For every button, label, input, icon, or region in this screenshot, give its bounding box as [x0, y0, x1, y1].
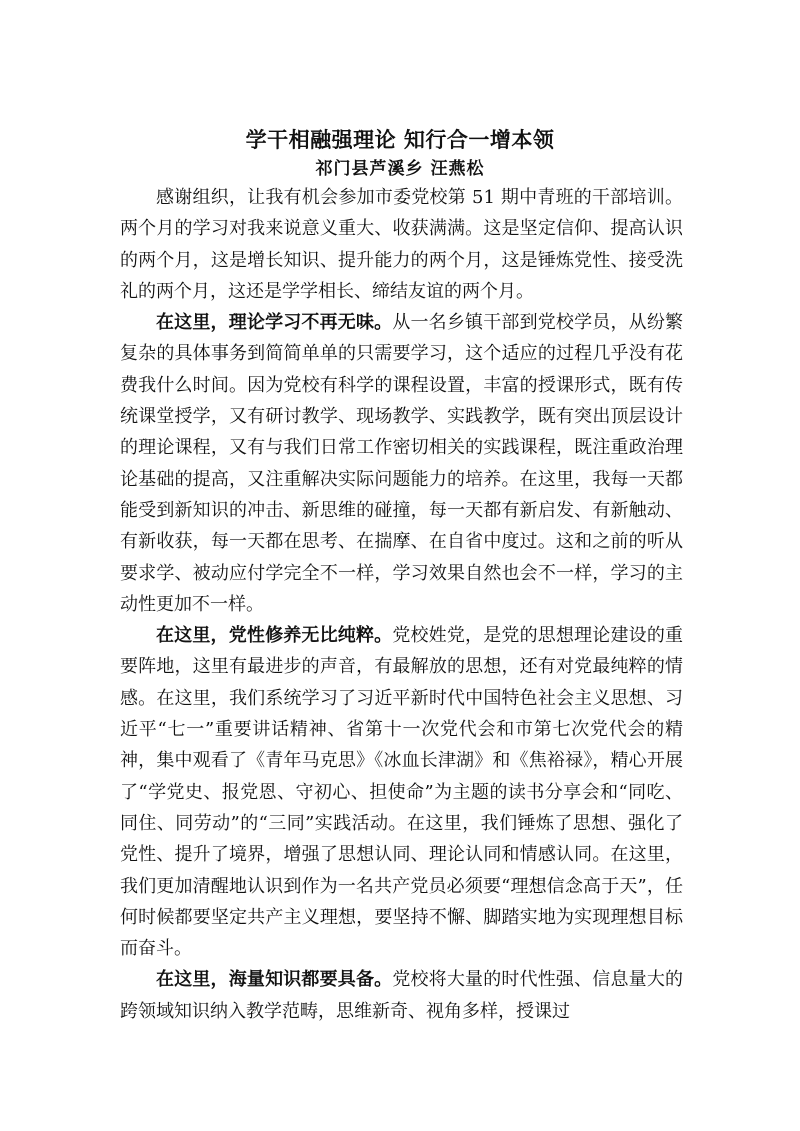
paragraph-knowledge [120, 964, 683, 1027]
paragraph-party-spirit [120, 620, 683, 964]
paragraph-intro [120, 182, 683, 307]
paragraph-lead: 在这里，理论学习不再无味。 [156, 312, 393, 334]
document-author: 祁门县芦溪乡 汪燕松 [315, 159, 485, 179]
paragraph-lead: 在这里，党性修养无比纯粹。 [156, 625, 393, 647]
paragraph-text: 党校姓党，是党的思想理论建设的重要阵地，这里有最进步的声音，有最解放的思想，还有对党最纯粹的情感。在这里，我们系统学习了习近平新时代中国特色社会主义思想、习近平“七一”重要讲话精神、省第十一次党代会和市第七次党代会的精神，集中观看了《青年马克思》《冰血长津湖》和《焦裕禄》，精心开展了“学党史、报党恩、守初心、担使命”为主题的读书分享会和“同吃、同住、同劳动”的“三同”实践活动。在这里，我们锤炼了思想、强化了党性、提升了境界，增强了思想认同、理论认同和情感认同。在这里，我们更加清醒地认识到作为一名共产党员必须要“理想信念高于天”，任何时候都要坚定共产主义理想，要坚持不懈、脚踏实地为实现理想目标而奋斗。 [120, 625, 684, 960]
paragraph-text: 从一名乡镇干部到党校学员，从纷繁复杂的具体事务到简简单单的只需要学习，这个适应的过程几乎没有花费我什么时间。因为党校有科学的课程设置，丰富的授课形式，既有传统课堂授学，又有研讨教学、现场教学、实践教学，既有突出顶层设计的理论课程，又有与我们日常工作密切相关的实践课程，既注重政治理论基础的提高，又注重解决实际问题能力的培养。在这里，我每一天都能受到新知识的冲击、新思维的碰撞，每一天都有新启发、有新触动、有新收获，每一天都在思考、在揣摩、在自省中度过。这和之前的听从要求学、被动应付学完全不一样，学习效果自然也会不一样，学习的主动性更加不一样。 [120, 312, 684, 615]
document-title: 学干相融强理论 知行合一增本领 [245, 128, 555, 152]
paragraph-text: 感谢组织，让我有机会参加市委党校第 51 期中青班的干部培训。两个月的学习对我来说意义重大、收获满满。这是坚定信仰、提高认识的两个月，这是增长知识、提升能力的两个月，这是锤炼党性、接受洗礼的两个月，这还是学学相长、缔结友谊的两个月。 [120, 187, 683, 302]
document-body [120, 182, 683, 1027]
paragraph-lead: 在这里，海量知识都要具备。 [156, 969, 393, 991]
paragraph-text: 党校将大量的时代性强、信息量大的跨领域知识纳入教学范畴，思维新奇、视角多样，授课过 [120, 969, 684, 1022]
paragraph-theory-study [120, 307, 683, 620]
